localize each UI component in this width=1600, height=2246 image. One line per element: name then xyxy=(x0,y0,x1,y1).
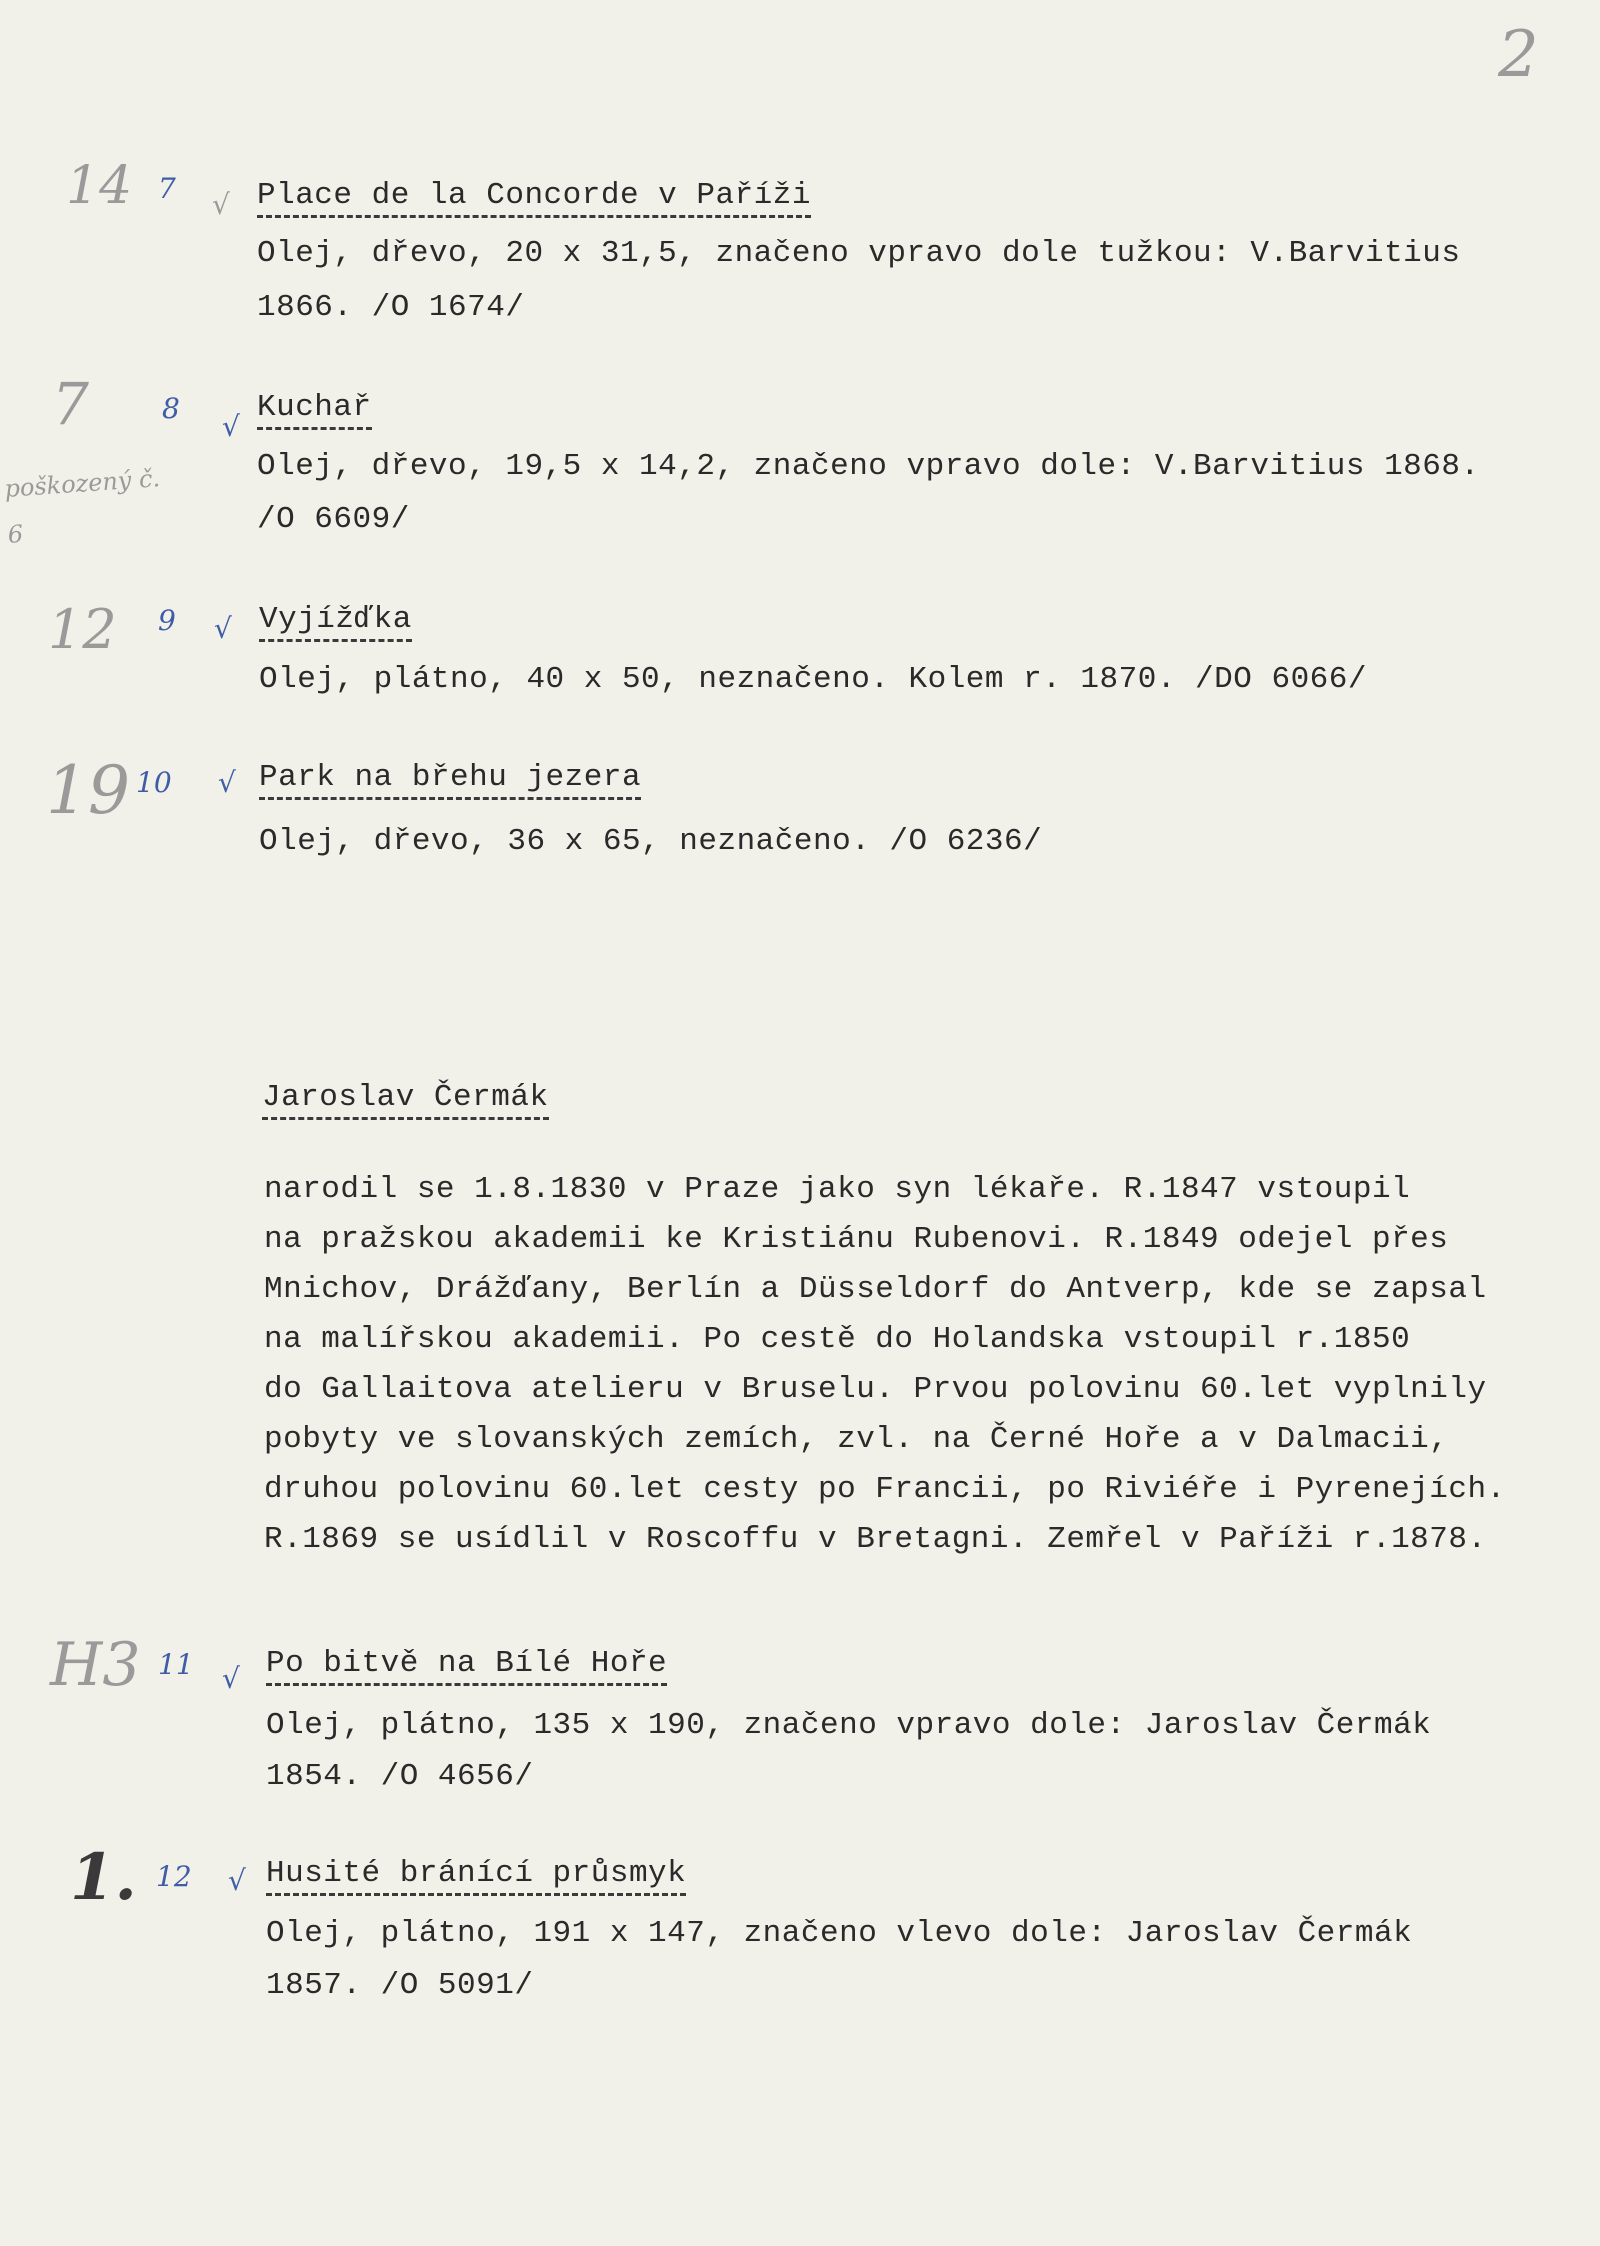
check-mark-icon: √ xyxy=(222,1662,240,1695)
entry-margin-number: 9 xyxy=(158,604,176,637)
entry-margin-pencil-number: H3 xyxy=(50,1630,141,1700)
entry-margin-number: 12 xyxy=(156,1860,192,1893)
artist-heading: Jaroslav Čermák xyxy=(262,1080,549,1120)
entry-title: Po bitvě na Bílé Hoře xyxy=(266,1646,667,1686)
check-mark-icon: √ xyxy=(228,1864,246,1897)
entry-description-line: Olej, dřevo, 19,5 x 14,2, značeno vpravo dole: V.Barvitius 1868. xyxy=(257,449,1480,484)
biography-line: narodil se 1.8.1830 v Praze jako syn lékaře. R.1847 vstoupil xyxy=(264,1172,1411,1207)
entry-description-line: 1857. /O 5091/ xyxy=(266,1968,534,2003)
entry-description-line: /O 6609/ xyxy=(257,502,410,537)
entry-margin-pencil-number: 12 xyxy=(48,598,117,661)
entry-description-line: Olej, dřevo, 20 x 31,5, značeno vpravo dole tužkou: V.Barvitius xyxy=(257,236,1461,271)
entry-title: Kuchař xyxy=(257,390,372,430)
entry-title: Park na břehu jezera xyxy=(259,760,641,800)
page-number: 2 xyxy=(1498,18,1539,92)
entry-description-line: 1854. /O 4656/ xyxy=(266,1759,534,1794)
entry-margin-number: 8 xyxy=(162,392,180,425)
biography-line: do Gallaitova atelieru v Bruselu. Prvou polovinu 60.let vyplnily xyxy=(264,1372,1487,1407)
biography-line: na pražskou akademii ke Kristiánu Rubenovi. R.1849 odejel přes xyxy=(264,1222,1449,1257)
entry-margin-number: 10 xyxy=(136,766,172,799)
entry-description-line: 1866. /O 1674/ xyxy=(257,290,525,325)
entry-margin-pencil-number: 14 xyxy=(66,156,133,216)
biography-line: pobyty ve slovanských zemích, zvl. na Černé Hoře a v Dalmacii, xyxy=(264,1422,1449,1457)
check-mark-icon: √ xyxy=(218,766,236,799)
biography-line: R.1869 se usídlil v Roscoffu v Bretagni. Zemřel v Paříži r.1878. xyxy=(264,1522,1487,1557)
entry-margin-number: 11 xyxy=(158,1648,194,1681)
entry-description-line: Olej, plátno, 40 x 50, neznačeno. Kolem r. 1870. /DO 6066/ xyxy=(259,662,1367,697)
entry-title: Husité bránící průsmyk xyxy=(266,1856,686,1896)
margin-pencil-note: poškozený č. 6 xyxy=(3,464,161,549)
check-mark-icon: √ xyxy=(214,612,232,645)
check-mark-icon: √ xyxy=(222,410,240,443)
entry-description-line: Olej, plátno, 191 x 147, značeno vlevo dole: Jaroslav Čermák xyxy=(266,1916,1413,1951)
biography-line: Mnichov, Drážďany, Berlín a Düsseldorf do Antverp, kde se zapsal xyxy=(264,1272,1487,1307)
check-mark-icon: √ xyxy=(212,188,230,221)
entry-description-line: Olej, plátno, 135 x 190, značeno vpravo dole: Jaroslav Čermák xyxy=(266,1708,1432,1743)
entry-margin-pencil-number: 1. xyxy=(70,1840,137,1915)
entry-margin-number: 7 xyxy=(158,172,176,205)
entry-margin-pencil-number: 19 xyxy=(46,752,130,829)
entry-title: Vyjížďka xyxy=(259,602,412,642)
entry-description-line: Olej, dřevo, 36 x 65, neznačeno. /O 6236/ xyxy=(259,824,1043,859)
biography-line: druhou polovinu 60.let cesty po Francii, po Riviéře i Pyrenejích. xyxy=(264,1472,1506,1507)
biography-line: na malířskou akademii. Po cestě do Holandska vstoupil r.1850 xyxy=(264,1322,1411,1357)
entry-title: Place de la Concorde v Paříži xyxy=(257,178,811,218)
entry-margin-pencil-number: 7 xyxy=(52,370,89,438)
